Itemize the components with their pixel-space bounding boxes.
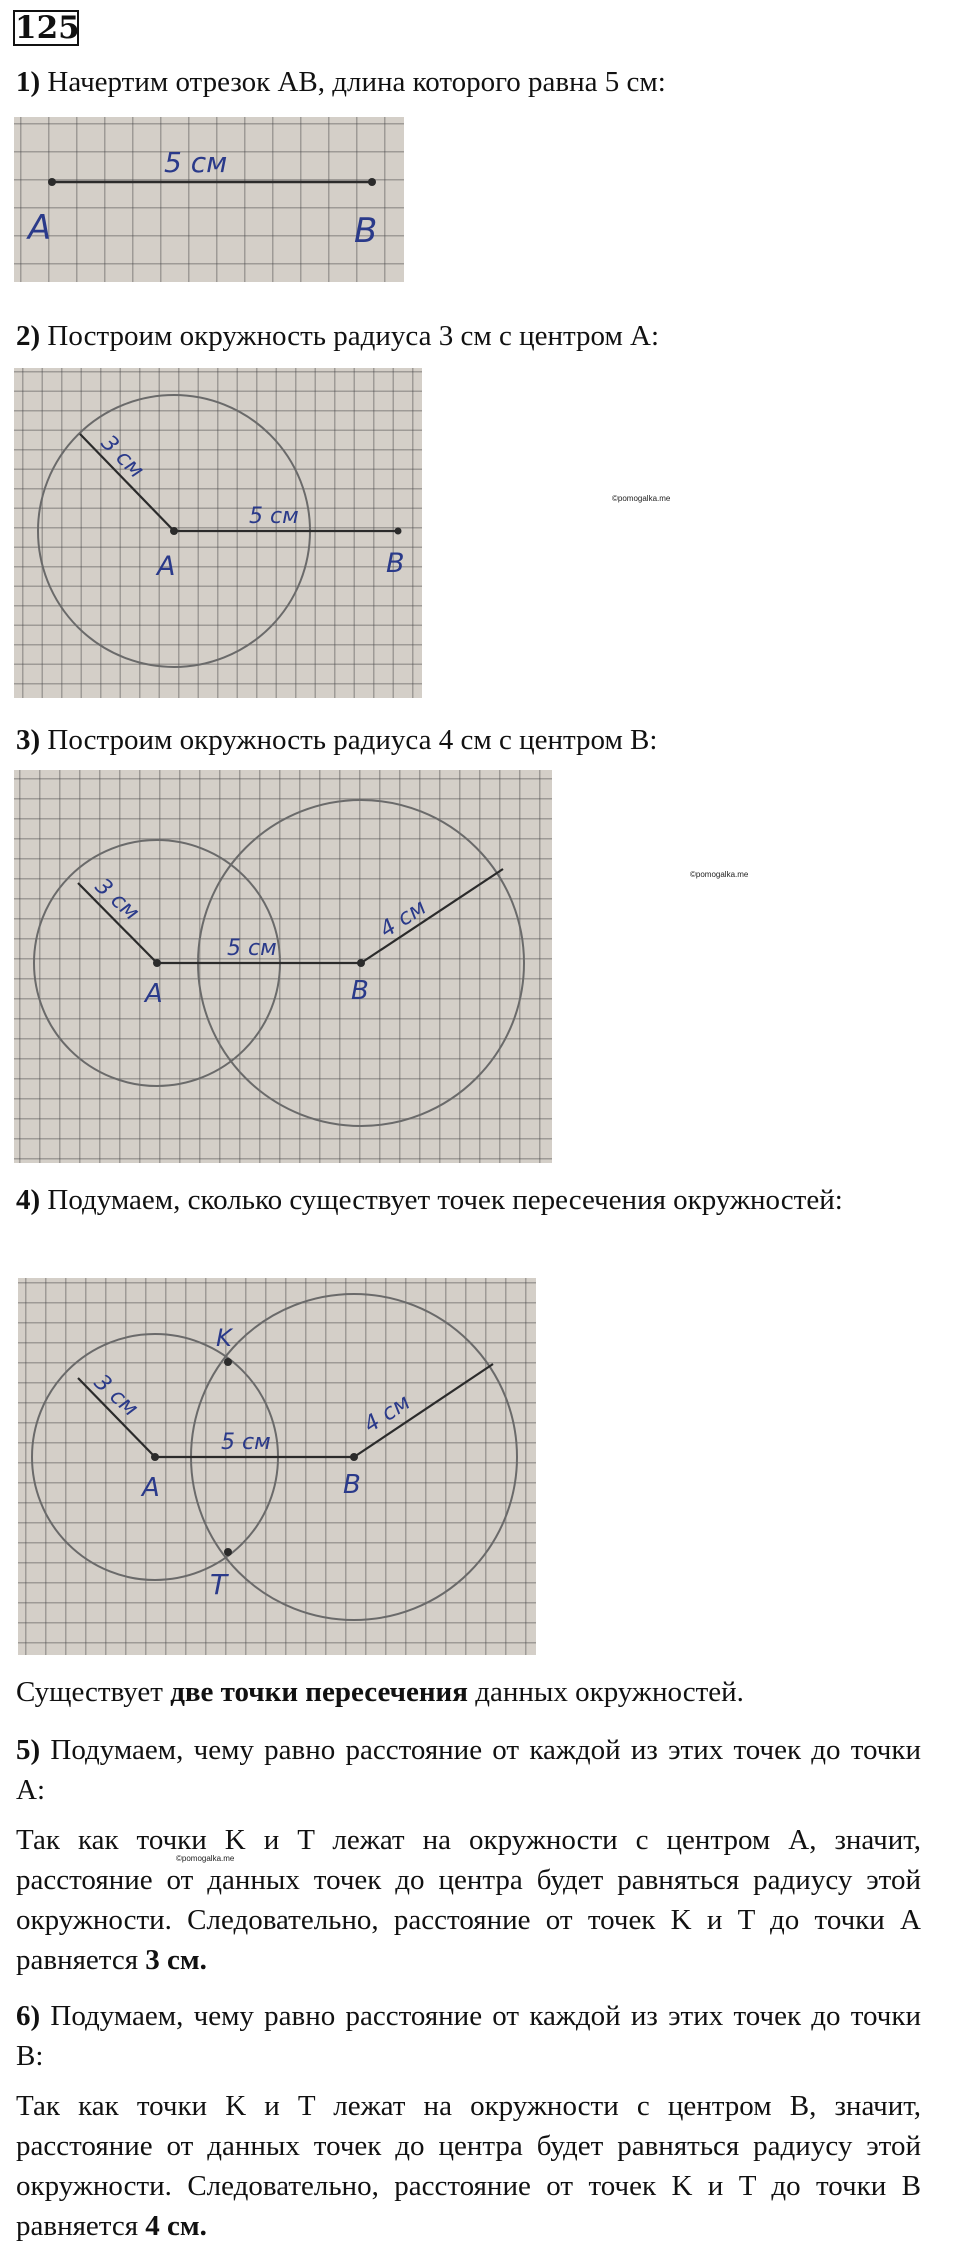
figure-2-circle-a-photo [14, 368, 422, 698]
point-a-dot [151, 1453, 159, 1461]
label-length-ab: 5 см [221, 1430, 271, 1455]
step-6-text: Подумаем, чему равно расстояние от каждой из этих точек до точки B: [16, 2000, 921, 2072]
label-b: B [351, 976, 369, 1006]
label-b: B [354, 211, 378, 251]
point-b-dot [350, 1453, 358, 1461]
conclusion-pre: Существует [16, 1676, 171, 1708]
figure-4-intersections-photo [18, 1278, 536, 1655]
problem-number: 125 [15, 10, 80, 46]
step-4-number: 4) [16, 1184, 41, 1216]
step-4 [16, 1180, 921, 1220]
point-a-dot [170, 527, 178, 535]
label-b: B [386, 548, 405, 579]
step-1-text: Начертим отрезок AB, длина которого равна 5 см: [47, 66, 666, 98]
step-6-number: 6) [16, 2000, 41, 2032]
label-a: A [142, 1473, 160, 1503]
label-a: A [28, 208, 52, 248]
label-length-ab: 5 см [164, 146, 228, 179]
point-a-dot [153, 959, 161, 967]
step-5-number: 5) [16, 1734, 41, 1766]
figure-1-segment-photo [14, 117, 404, 282]
explanation-a-text: Так как точки K и T лежат на окружности с центром A, значит, расстояние от данных точек до центра будет равняться радиусу этой окружности. Следовательно, расстояние от точек K и T до точки A равняется [16, 1824, 921, 1976]
watermark: ©pomogalka.me [690, 870, 749, 879]
step-5 [16, 1730, 921, 1810]
point-k-dot [224, 1358, 232, 1366]
explanation-distance-b [16, 2086, 921, 2246]
step-4-text: Подумаем, сколько существует точек пересечения окружностей: [47, 1184, 843, 1216]
conclusion-two-points [16, 1672, 921, 1712]
figure-3-two-circles-photo [14, 770, 552, 1163]
figure-3-drawing [14, 770, 552, 1163]
explanation-b-text: Так как точки K и T лежат на окружности с центром B, значит, расстояние от данных точек до центра будет равняться радиусу этой окружности. Следовательно, расстояние от точек K и T до точки B равняется [16, 2090, 921, 2242]
point-a-dot [48, 178, 56, 186]
explanation-distance-a [16, 1820, 921, 1980]
conclusion-bold: две точки пересечения [170, 1676, 468, 1708]
label-b: B [343, 1470, 361, 1500]
step-2-text: Построим окружность радиуса 3 см с центром A: [47, 320, 660, 352]
step-5-text: Подумаем, чему равно расстояние от каждой из этих точек до точки A: [16, 1734, 921, 1806]
label-a: A [157, 551, 176, 582]
step-3-text: Построим окружность радиуса 4 см с центром B: [47, 724, 658, 756]
label-a: A [145, 979, 163, 1009]
label-length-ab: 5 см [249, 504, 299, 529]
step-2 [16, 316, 921, 356]
label-radius-a: 3 см [89, 873, 144, 926]
point-b-dot [395, 528, 402, 535]
step-2-number: 2) [16, 320, 41, 352]
label-k: K [216, 1324, 232, 1352]
label-length-ab: 5 см [227, 936, 277, 961]
label-radius-b: 4 см [375, 895, 431, 944]
label-t: T [210, 1568, 228, 1601]
label-radius-b: 4 см [359, 1390, 415, 1439]
point-b-dot [357, 959, 365, 967]
conclusion-post: данных окружностей. [467, 1676, 744, 1708]
explanation-a-answer: 3 см. [145, 1944, 207, 1976]
step-1-number: 1) [16, 66, 41, 98]
step-3-number: 3) [16, 724, 41, 756]
step-1 [16, 62, 921, 102]
watermark: ©pomogalka.me [612, 494, 671, 503]
step-6 [16, 1996, 921, 2076]
explanation-b-answer: 4 см. [145, 2210, 207, 2242]
figure-1-drawing [14, 117, 404, 282]
label-radius-a: 3 см [95, 430, 149, 484]
figure-2-drawing [14, 368, 422, 698]
radius-b [361, 869, 503, 963]
figure-4-drawing [18, 1278, 536, 1655]
step-3 [16, 720, 921, 760]
point-t-dot [224, 1548, 232, 1556]
label-radius-a: 3 см [88, 1369, 143, 1422]
watermark: ©pomogalka.me [176, 1854, 235, 1863]
point-b-dot [368, 178, 376, 186]
